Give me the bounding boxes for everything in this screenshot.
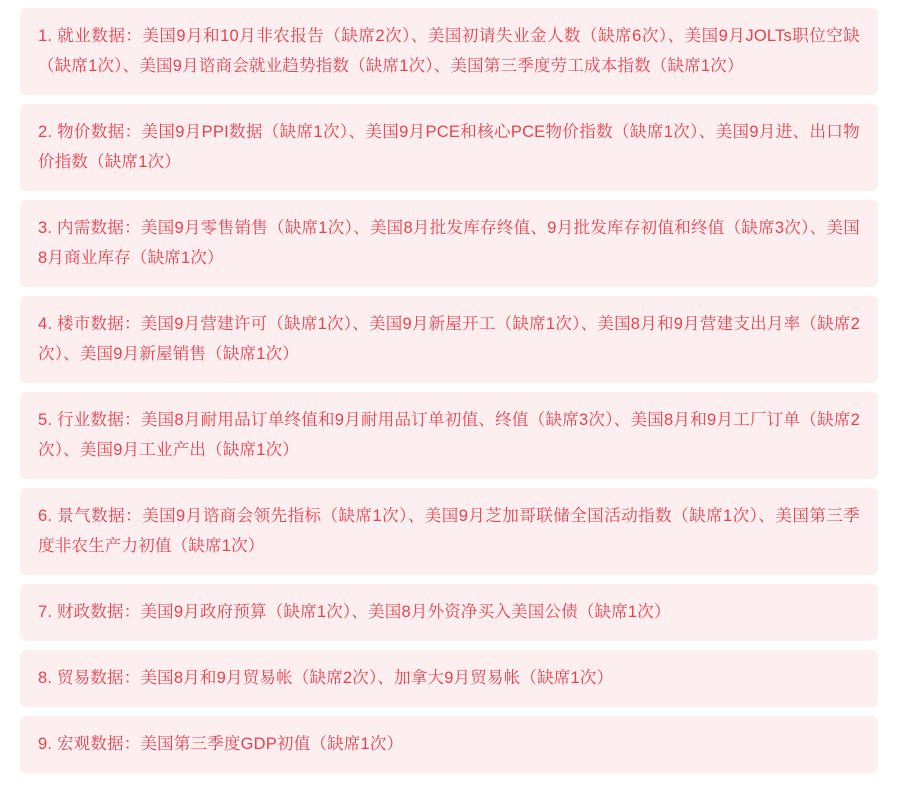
list-item: 2. 物价数据：美国9月PPI数据（缺席1次）、美国9月PCE和核心PCE物价指数（缺席1次）、美国9月进、出口物价指数（缺席1次） [20, 104, 878, 191]
list-item: 6. 景气数据：美国9月谘商会领先指标（缺席1次）、美国9月芝加哥联储全国活动指数（缺席1次）、美国第三季度非农生产力初值（缺席1次） [20, 488, 878, 575]
list-item: 3. 内需数据：美国9月零售销售（缺席1次）、美国8月批发库存终值、9月批发库存初值和终值（缺席3次）、美国8月商业库存（缺席1次） [20, 200, 878, 287]
list-item: 1. 就业数据：美国9月和10月非农报告（缺席2次）、美国初请失业金人数（缺席6次）、美国9月JOLTs职位空缺（缺席1次）、美国9月谘商会就业趋势指数（缺席1次）、美国第三季度劳工成本指数（缺席1次） [20, 8, 878, 95]
list-item: 8. 贸易数据：美国8月和9月贸易帐（缺席2次）、加拿大9月贸易帐（缺席1次） [20, 650, 878, 707]
list-item: 4. 楼市数据：美国9月营建许可（缺席1次）、美国9月新屋开工（缺席1次）、美国8月和9月营建支出月率（缺席2次）、美国9月新屋销售（缺席1次） [20, 296, 878, 383]
list-item: 7. 财政数据：美国9月政府预算（缺席1次）、美国8月外资净买入美国公债（缺席1次） [20, 584, 878, 641]
list-item: 5. 行业数据：美国8月耐用品订单终值和9月耐用品订单初值、终值（缺席3次）、美国8月和9月工厂订单（缺席2次）、美国9月工业产出（缺席1次） [20, 392, 878, 479]
list-item: 9. 宏观数据：美国第三季度GDP初值（缺席1次） [20, 716, 878, 773]
